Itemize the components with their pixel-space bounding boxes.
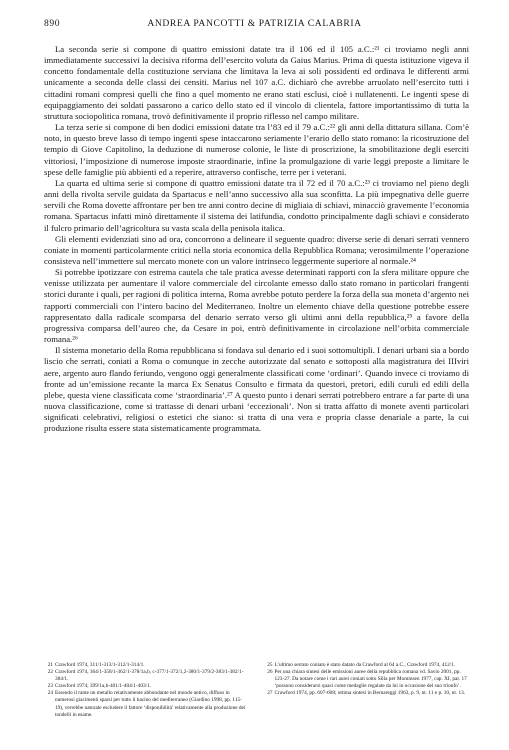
- page-number: 890: [44, 18, 61, 29]
- paragraph: Si potrebbe ipotizzare con estrema cautela che tale pratica avesse determinati rapporti con la sfera militare oppure che venisse utilizzata per aumentare il valore commerciale del circolante emesso dallo stato romano in particolari frangenti storici durante i quali, per ragioni di politica interna, Roma avrebbe potuto perdere la forza della sua moneta d’argento nei rapporti commerciali con l’intero bacino del Mediterraneo. Inoltre un elemento chiave della questione potrebbe essere rappresentato dalla radicale scomparsa del denario serrato verso gli ultimi anni della repubblica,²⁵ a favore della progressiva comparsa dell’aureo che, da Cesare in poi, entrò definitivamente in circolazione nell’orbita commerciale romana.²⁶: [44, 267, 469, 345]
- footnote: [44, 690, 250, 718]
- footnote-text: Crawford 1974, 311/1-313/1-312/1-314/1.: [55, 662, 145, 668]
- footnotes: [44, 662, 469, 719]
- footnote-text: Essendo il rame un metallo relativamente abbondante nel mondo antico, diffuso in numerosi giacimenti sparsi per tutto il bacino del mediterraneo (Giardino 1998, pp. 115-19), verrebbe naturale escludere il fattore ‘disponibilità’ relativamente alla produzione dei tondelli in esame.: [55, 690, 246, 718]
- footnote-text: Crawford 1974, pp. 607-608; ottima sintesi in Bernareggi 1963, p. 9, nt. 11 e p. 10, nt. 13.: [274, 690, 466, 697]
- footnote-text: L’ultimo serrato coniato è stato datato da Crawford al 64 a.C., Crawford 1974, 412/1.: [274, 662, 456, 668]
- running-header: [44, 18, 465, 32]
- running-head-authors: ANDREA PANCOTTI & PATRIZIA CALABRIA: [147, 18, 362, 29]
- paragraph: La quarta ed ultima serie si compone di quattro emissioni datate tra il 72 ed il 70 a.C.:²³ ci troviamo nel pieno degli anni della rivolta servile guidata da Spartacus e nell’anno successivo alla sua sconfitta. La più impegnativa delle guerre servili che Roma dovette affrontare per ben tre anni contro decine di migliaia di schiavi, minacciò gravemente l’economia romana. Spartacus infatti minò direttamente il sistema dei latifundia, condotto principalmente dagli schiavi e considerato il fulcro primario dell’agricoltura su vasta scala della penisola italica.: [44, 177, 469, 233]
- footnotes-left-column: [44, 662, 250, 719]
- paragraph: Il sistema monetario della Roma repubblicana si fondava sul denario ed i suoi sottomultipli. I denari urbani sia a bordo liscio che serrati, coniati a Roma o comunque in zecche autorizzate dal senato e sottoposti alla magistratura dei IIIviri aere, argento auro flando feriundo, vengono oggi generalmente classificati come ‘ordinari’. Quando invece ci troviamo di fronte ad un’emissione recante la marca Ex Senatus Consulto e firmata da questori, pretori, edili curuli ed edili della plebe, questa viene classificata come ‘straordinaria’.²⁷ A questo punto i denari serrati potrebbero entrare a far parte di una nuova classificazione, come si trattasse di denari urbani ‘eccezionali’. Non si tratta affatto di monete aventi particolari significati celebrativi, religiosi o estetici che siano: si tratta di una vera e propria classe denariale a parte, la cui produzione risulta essere stata sistematicamente programmata.: [44, 345, 469, 434]
- footnote-number: 26: [267, 669, 273, 676]
- footnote-number: 25: [267, 662, 273, 668]
- footnotes-right-column: [264, 662, 470, 719]
- footnote: [44, 669, 250, 683]
- footnote-text: Crawford 1974, 399/1a,b-401/1-404/1-403/1.: [55, 683, 152, 690]
- paragraph: La terza serie si compone di ben dodici emissioni datate tra l’83 ed il 79 a.C.:²² gli anni della dittatura sillana. Com’è noto, in questo breve lasso di tempo ingenti spese intaccarono seriamente l’erario dello stato romano: la ricostruzione del tempio di Giove Capitolino, la deduzione di numerose colonie, le liste di proscrizione, la smobilitazione degli eserciti vittoriosi, l’imposizione di numerose imposte straordinarie, infine la promulgazione di varie leggi preposte a limitare le spese delle famiglie più abbienti ed a reperire, attraverso confische, terre per i veterani.: [44, 122, 469, 177]
- footnote: [264, 662, 470, 669]
- body-text: [44, 44, 469, 434]
- footnote-number: 27: [267, 690, 273, 697]
- footnote-number: 21: [47, 662, 53, 668]
- footnote: [264, 669, 470, 690]
- footnote-text: Crawford 1974, 364/1-358/1-362/1-378/1a,b, c-377/1-372/1,2-380/1-379/2-383/1-382/1-384/1.: [55, 669, 244, 683]
- footnote-number: 23: [47, 683, 53, 690]
- footnote: [264, 690, 470, 697]
- footnote-number: 22: [47, 669, 53, 676]
- paragraph: Gli elementi evidenziati sino ad ora, concorrono a delineare il seguente quadro: diverse serie di denari serrati vennero coniate in momenti particolarmente critici nella storia economica della Repubblica Romana; verosimilmente l’operazione consisteva nell’immettere sul mercato monete con un valore intrinseco leggermente superiore al normale.²⁴: [44, 233, 469, 266]
- footnote-text: Per una chiara sintesi delle emissioni auree della repubblica romana vd. Savio 2001, pp. 123-27. Da notare come i rari aurei coniati sotto Silla per Mommsen 1977, cap. XI, par. 17 ‘possono considerarsi quasi come medaglie regalate da lui in occasione del suo trionfo’.: [274, 669, 467, 690]
- footnote-number: 24: [47, 690, 53, 697]
- paragraph: La seconda serie si compone di quattro emissioni datate tra il 106 ed il 105 a.C.:²¹ ci troviamo negli anni immediatamente successivi la decisiva riforma dell’esercito voluta da Gaius Marius. Prima di questa istituzione vigeva il concetto fondamentale della costituzione serviana che limitava la leva ai soli possidenti ed ordinava le differenti armi unicamente a seconda delle classi dei censiti. Marius nel 107 a.C. dichiarò che avrebbe arruolato nell’esercito tutti i cittadini romani compresi quelli che fino a quel momento ne erano stati esclusi, cioè i nullatenenti. Le ingenti spese di equipaggiamento dei soldati passarono a carico dello stato ed il vincolo di clientela, fattore importantissimo di tutta la struttura sociopolitica romana, trovò definitivamente il proprio riflesso nel campo militare.: [44, 44, 469, 121]
